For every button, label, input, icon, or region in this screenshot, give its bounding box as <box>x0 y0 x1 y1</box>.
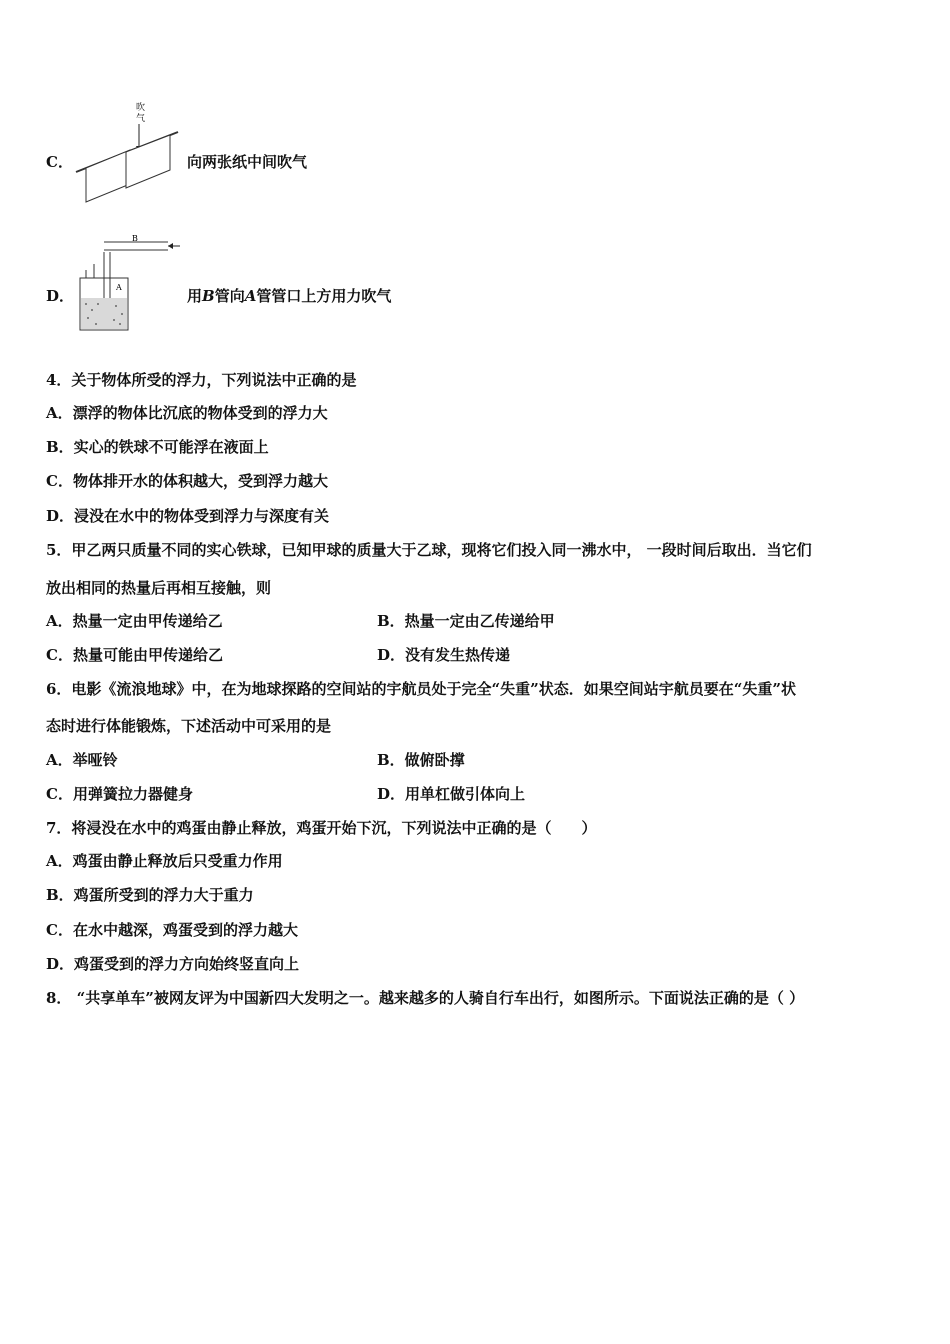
blow-label-char-1: 吹 <box>136 103 146 113</box>
option-d-b: B <box>202 287 215 305</box>
option-d-text-mid: 管向 <box>214 287 245 305</box>
q7-option-a: A．鸡蛋由静止释放后只受重力作用 <box>46 852 283 870</box>
q7-option-c: C．在水中越深，鸡蛋受到的浮力越大 <box>46 921 298 939</box>
blow-between-papers-figure <box>70 100 190 204</box>
option-c-letter: C． <box>46 153 73 171</box>
q6-option-d: D．用单杠做引体向上 <box>377 785 526 803</box>
q4-option-b: B．实心的铁球不可能浮在液面上 <box>46 438 269 456</box>
q5-option-a: A．热量一定由甲传递给乙 <box>46 612 223 630</box>
q4-option-a: A．漂浮的物体比沉底的物体受到的浮力大 <box>46 404 328 422</box>
q6-option-a: A．举哑铃 <box>46 751 118 769</box>
q6-stem-line1: 6．电影《流浪地球》中，在为地球探路的空间站的宇航员处于完全“失重”状态．如果空间站宇航员要在“失重”状 <box>46 680 796 698</box>
q6-option-c: C．用弹簧拉力器健身 <box>46 785 193 803</box>
q6-option-b: B．做俯卧撑 <box>377 751 465 769</box>
option-d-text <box>187 286 391 306</box>
q7-option-d: D．鸡蛋受到的浮力方向始终竖直向上 <box>46 955 300 973</box>
option-d-text-post: 管管口上方用力吹气 <box>256 287 392 305</box>
q5-option-c: C．热量可能由甲传递给乙 <box>46 646 223 664</box>
option-d-text-pre: 用 <box>187 287 203 305</box>
q5-stem-line1: 5．甲乙两只质量不同的实心铁球，已知甲球的质量大于乙球，现将它们投入同一沸水中， 一段时间后取出．当它们 <box>46 541 812 559</box>
q4-stem: 4．关于物体所受的浮力，下列说法中正确的是 <box>46 371 357 389</box>
q5-option-b: B．热量一定由乙传递给甲 <box>377 612 555 630</box>
q7-stem: 7．将浸没在水中的鸡蛋由静止释放，鸡蛋开始下沉，下列说法中正确的是（ ） <box>46 819 597 837</box>
q4-option-c: C．物体排开水的体积越大，受到浮力越大 <box>46 472 328 490</box>
q5-stem-line2: 放出相同的热量后再相互接触，则 <box>46 579 272 597</box>
q5-option-d: D．没有发生热传递 <box>377 646 511 664</box>
tube-a-label: A <box>116 283 122 292</box>
q8-stem: 8． “共享单车”被网友评为中国新四大发明之一。越来越多的人骑自行车出行，如图所示。下面说法正确的是（ ） <box>46 989 805 1007</box>
option-d-a: A <box>244 287 257 305</box>
tube-b-label: B <box>132 234 138 243</box>
q7-option-b: B．鸡蛋所受到的浮力大于重力 <box>46 886 254 904</box>
q6-stem-line2: 态时进行体能锻炼，下述活动中可采用的是 <box>46 717 332 735</box>
tube-blowing-figure <box>76 234 182 334</box>
blow-label-char-2: 气 <box>136 114 146 124</box>
q4-option-d: D．浸没在水中的物体受到浮力与深度有关 <box>46 507 330 525</box>
option-d-letter: D． <box>46 287 75 305</box>
option-c-text: 向两张纸中间吹气 <box>187 153 308 171</box>
